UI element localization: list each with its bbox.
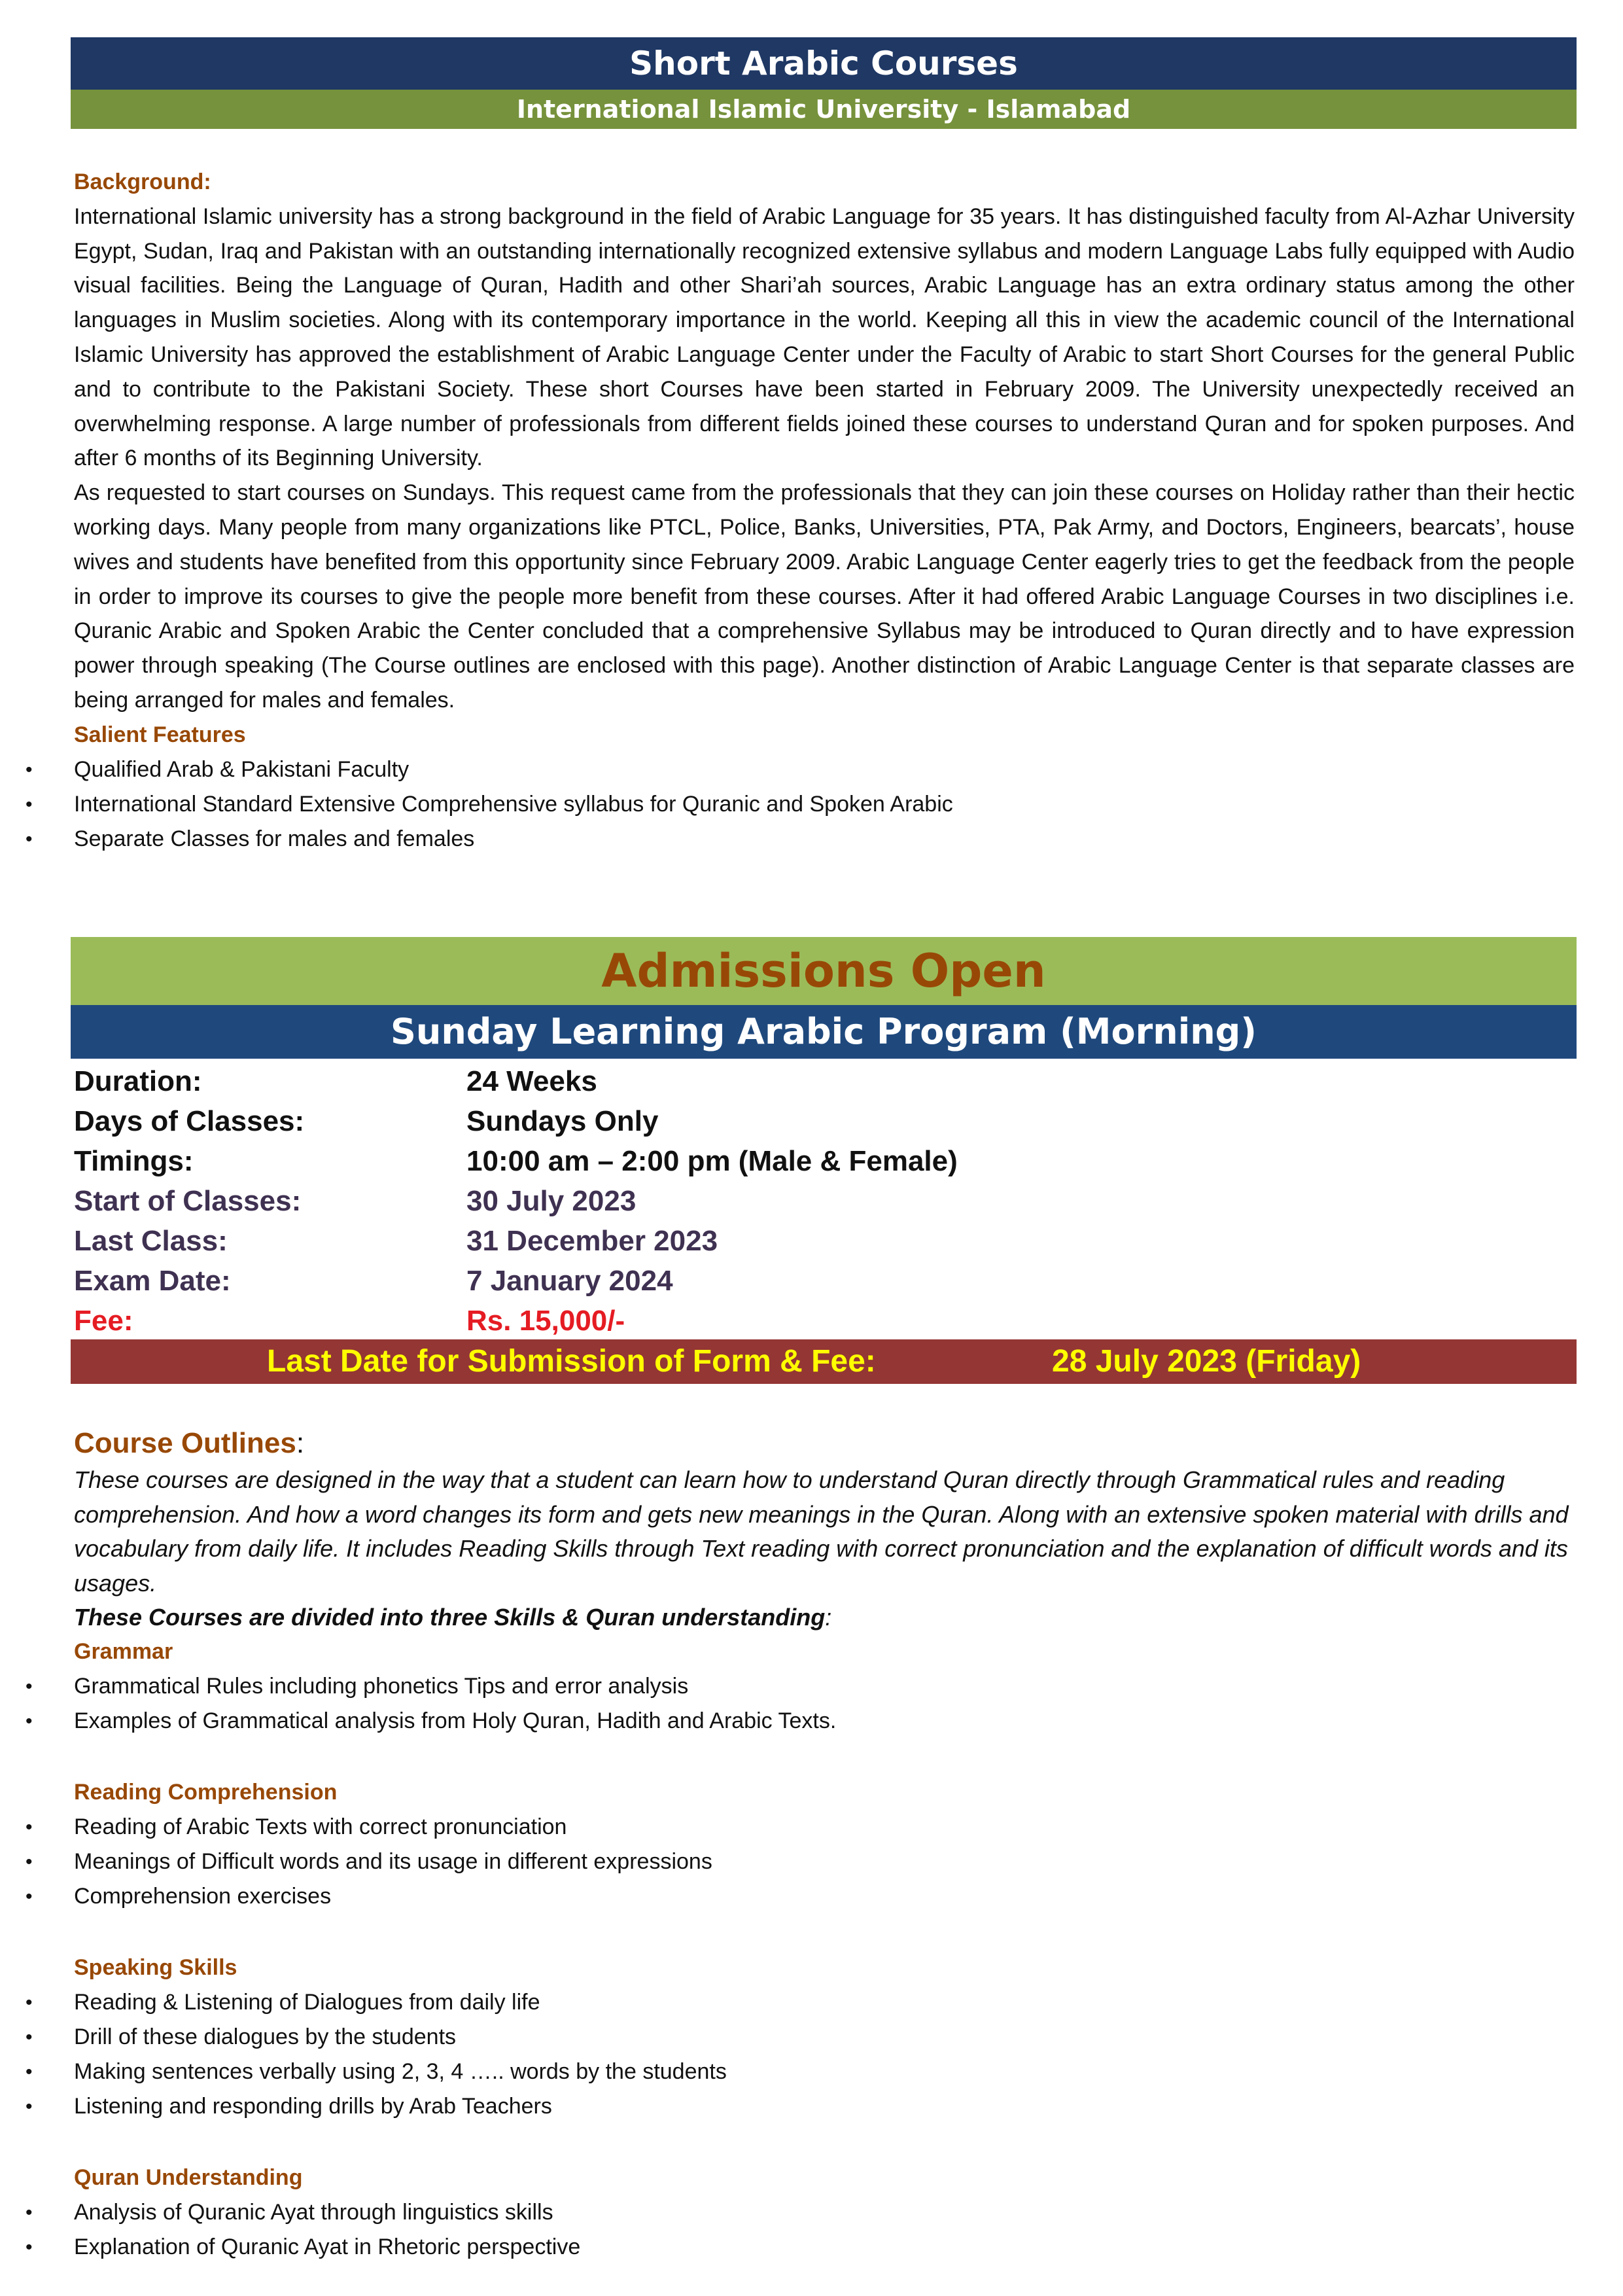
list-item: • Separate Classes for males and females [74, 822, 1575, 857]
bullet-icon: • [26, 793, 33, 815]
detail-row-fee: Fee: Rs. 15,000/- [74, 1305, 625, 1337]
bullet-icon: • [26, 1710, 33, 1732]
background-paragraph-2: As requested to start courses on Sundays. This request came from the professionals that they can join these courses on Holiday rather than their hectic working days. Many people from many organizations like PTCL, Police, Banks, Universities, PTA, Pak Army, and Doctors, Engineers, bearcats’, house wives and students have benefited from this opportunity since February 2009. Arabic Language Center eagerly tries to get the feedback from the people in order to improve its courses to give the people more benefit from these courses. After it had offered Arabic Language Courses in two disciplines i.e. Quranic Arabic and Spoken Arabic the Center concluded that a comprehensive Syllabus may be introduced to Quran directly and to have expression power through speaking (The Course outlines are enclosed with this page). Another distinction of Arabic Language Center is that separate classes are being arranged for males and females. [74, 480, 1575, 713]
bullet-icon: • [26, 2236, 33, 2258]
background-heading: Background: [74, 169, 211, 194]
list-item: • Meanings of Difficult words and its usage in different expressions [74, 1845, 1575, 1879]
list-item: • Reading of Arabic Texts with correct pronunciation [74, 1810, 1575, 1845]
bullet-icon: • [26, 1992, 33, 2013]
speaking-skills-list [26, 1985, 1575, 2124]
salient-features-list [26, 752, 1575, 857]
list-item: • International Standard Extensive Comprehensive syllabus for Quranic and Spoken Arabic [74, 787, 1575, 822]
course-outlines-intro: These courses are designed in the way that a student can learn how to understand Quran directly through Grammatical rules and reading comprehension. And how a word changes its form and gets new meanings in the Quran. Along with an extensive spoken material with drills and vocabulary from daily life. It includes Reading Skills through Text reading with correct pronunciation and the explanation of difficult words and its usages. [74, 1466, 1569, 1597]
bullet-icon: • [26, 2096, 33, 2117]
bullet-icon: • [26, 828, 33, 850]
bullet-icon: • [26, 758, 33, 781]
page-title: Short Arabic Courses [71, 37, 1577, 90]
list-item: • Examples of Grammatical analysis from Holy Quran, Hadith and Arabic Texts. [74, 1704, 1575, 1739]
detail-row-duration: Duration: 24 Weeks [74, 1065, 597, 1097]
list-item: • Analysis of Quranic Ayat through linguistics skills [74, 2195, 1575, 2230]
list-item: • Explanation of Quranic Ayat in Rhetoric perspective [74, 2230, 1575, 2265]
list-item: • Listening and responding drills by Arab Teachers [74, 2089, 1575, 2124]
salient-features-heading: Salient Features [74, 722, 246, 747]
detail-row-last-class: Last Class: 31 December 2023 [74, 1225, 718, 1257]
bullet-icon: • [26, 2202, 33, 2223]
admissions-open-banner: Admissions Open [71, 937, 1577, 1005]
reading-comprehension-heading: Reading Comprehension [74, 1780, 338, 1805]
program-details [74, 1061, 1575, 1341]
university-subtitle: International Islamic University - Islamabad [71, 90, 1577, 129]
program-banner: Sunday Learning Arabic Program (Morning) [71, 1005, 1577, 1059]
detail-row-days: Days of Classes: Sundays Only [74, 1105, 659, 1137]
skills-division-note: These Courses are divided into three Skills & Quran understanding: [74, 1604, 832, 1631]
reading-comprehension-list [26, 1810, 1575, 1914]
list-item: • Reading & Listening of Dialogues from daily life [74, 1985, 1575, 2020]
speaking-skills-heading: Speaking Skills [74, 1955, 237, 1980]
list-item: • Grammatical Rules including phonetics Tips and error analysis [74, 1669, 1575, 1704]
background-paragraph-1: International Islamic university has a strong background in the field of Arabic Language for 35 years. It has distinguished faculty from Al-Azhar University Egypt, Sudan, Iraq and Pakistan with an outstanding internationally recognized extensive syllabus and modern Language Labs fully equipped with Audio visual facilities. Being the Language of Quran, Hadith and other Shari’ah sources, Arabic Language has an extra ordinary status among the other languages in Muslim societies. Along with its contemporary importance in the world. Keeping all this in view the academic council of the International Islamic University has approved the establishment of Arabic Language Center under the Faculty of Arabic to start Short Courses for the general Public and to contribute to the Pakistani Society. These short Courses have been started in February 2009. The University unexpectedly received an overwhelming response. A large number of professionals from different fields joined these courses to understand Quran and for spoken purposes. And after 6 months of its Beginning University. [74, 203, 1575, 471]
list-item: • Making sentences verbally using 2, 3, 4 ….. words by the students [74, 2055, 1575, 2089]
bullet-icon: • [26, 1676, 33, 1697]
detail-row-timings: Timings: 10:00 am – 2:00 pm (Male & Female) [74, 1145, 958, 1177]
list-item: • Comprehension exercises [74, 1879, 1575, 1914]
deadline-date: 28 July 2023 (Friday) [1052, 1344, 1361, 1379]
background-section [26, 165, 1575, 857]
bullet-icon: • [26, 1886, 33, 1907]
deadline-banner [71, 1339, 1577, 1384]
quran-understanding-list [26, 2195, 1575, 2265]
grammar-heading: Grammar [74, 1639, 173, 1664]
list-item: • Qualified Arab & Pakistani Faculty [74, 752, 1575, 787]
bullet-icon: • [26, 2061, 33, 2083]
bullet-icon: • [26, 1816, 33, 1838]
course-outlines-heading: Course Outlines: [74, 1427, 305, 1459]
bullet-icon: • [26, 1851, 33, 1873]
deadline-label: Last Date for Submission of Form & Fee: [267, 1344, 876, 1379]
quran-understanding-heading: Quran Understanding [74, 2165, 303, 2190]
list-item: • Drill of these dialogues by the students [74, 2020, 1575, 2055]
detail-row-exam: Exam Date: 7 January 2024 [74, 1265, 673, 1297]
course-outlines-section [26, 1424, 1575, 2265]
grammar-list [26, 1669, 1575, 1739]
detail-row-start: Start of Classes: 30 July 2023 [74, 1185, 637, 1217]
bullet-icon: • [26, 2026, 33, 2048]
